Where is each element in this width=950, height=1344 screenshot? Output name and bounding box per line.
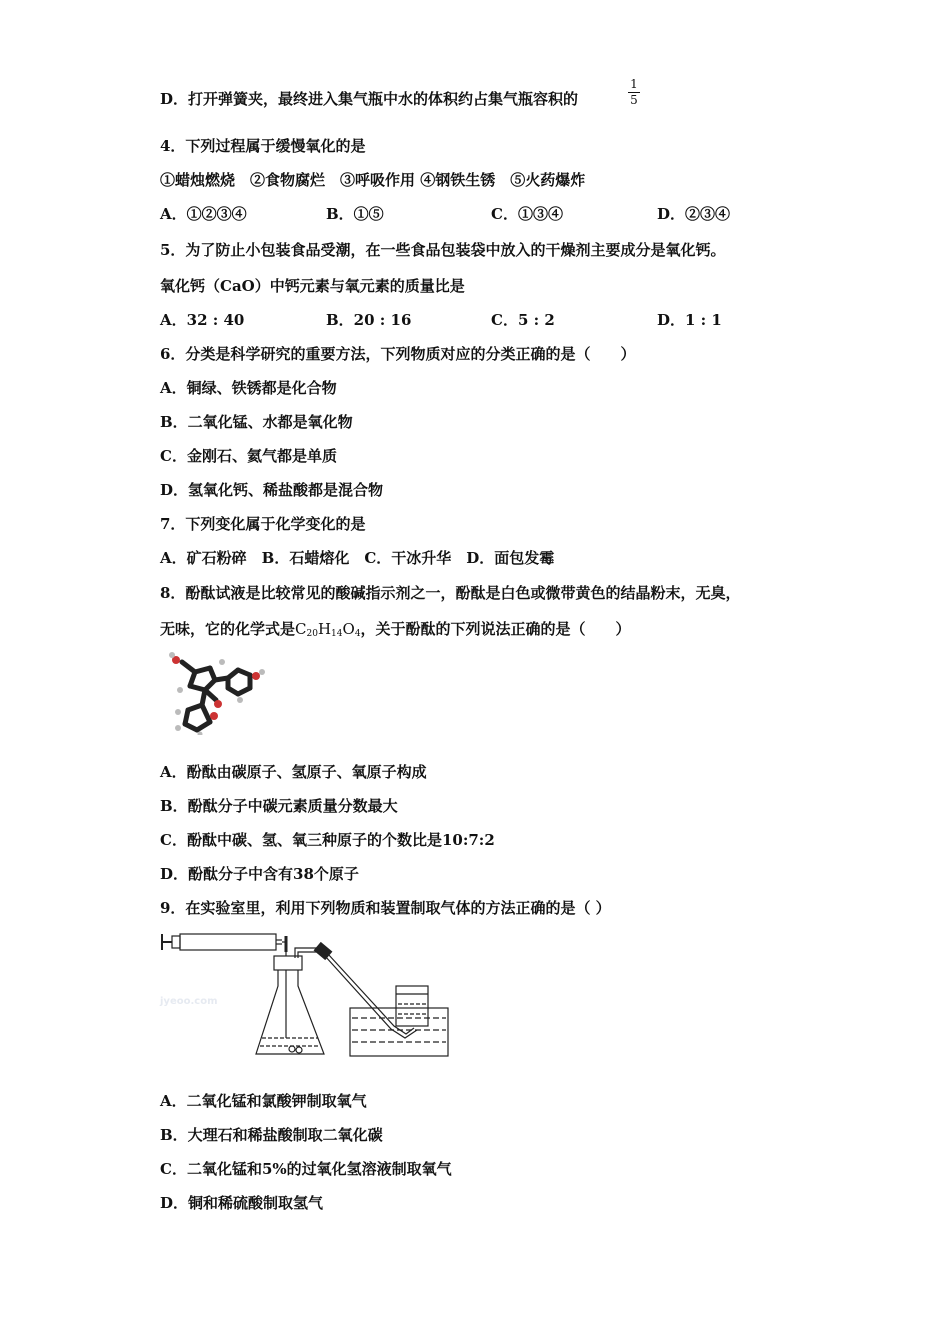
q9-option-c: C．二氧化锰和5%的过氧化氢溶液制取氧气 [160,1160,452,1178]
q8-option-b: B．酚酞分子中碳元素质量分数最大 [160,797,398,815]
q4-option-b: B．①⑤ [326,205,384,223]
q8-stem-2-post: ，关于酚酞的下列说法正确的是（ ） [360,620,631,638]
q9-stem: 9．在实验室里，利用下列物质和装置制取气体的方法正确的是（ ） [160,899,611,917]
q4-items: ①蜡烛燃烧 ②食物腐烂 ③呼吸作用 ④钢铁生锈 ⑤火药爆炸 [160,171,586,189]
q8-stem-2-pre: 无味，它的化学式是 [160,620,296,638]
q5-option-c: C．5 : 2 [491,311,555,329]
gas-preparation-apparatus-image [158,926,458,1066]
q7-stem: 7．下列变化属于化学变化的是 [160,515,366,533]
q5-option-d: D．1 : 1 [657,311,722,329]
q6-option-d: D．氢氧化钙、稀盐酸都是混合物 [160,481,384,499]
q8-option-a: A．酚酞由碳原子、氢原子、氧原子构成 [160,763,427,781]
fraction-denominator: 5 [630,93,638,107]
chemical-formula: $C_{20}H_{14}O_4$ [295,620,361,639]
q4-option-d: D．②③④ [657,205,731,223]
q9-option-b: B．大理石和稀盐酸制取二氧化碳 [160,1126,383,1144]
q8-option-d: D．酚酞分子中含有38个原子 [160,865,359,883]
q8-option-c: C．酚酞中碳、氢、氧三种原子的个数比是10:7:2 [160,831,495,849]
q9-option-d: D．铜和稀硫酸制取氢气 [160,1194,324,1212]
q5-option-b: B．20 : 16 [326,311,412,329]
q4-option-a: A．①②③④ [160,205,247,223]
q6-option-c: C．金刚石、氦气都是单质 [160,447,337,465]
q8-stem: 8．酚酞试液是比较常见的酸碱指示剂之一，酚酞是白色或微带黄色的结晶粉末，无臭， [160,584,741,602]
q9-option-a: A．二氧化锰和氯酸钾制取氧气 [160,1092,367,1110]
q5-option-a: A．32 : 40 [160,311,245,329]
q6-stem: 6．分类是科学研究的重要方法，下列物质对应的分类正确的是（ ） [160,345,636,363]
q4-stem: 4．下列过程属于缓慢氧化的是 [160,137,366,155]
q6-option-b: B．二氧化锰、水都是氧化物 [160,413,353,431]
q4-option-c: C．①③④ [491,205,563,223]
q5-stem-2: 氧化钙（CaO）中钙元素与氧元素的质量比是 [160,277,465,295]
fraction-one-fifth [628,78,640,107]
q6-option-a: A．铜绿、铁锈都是化合物 [160,379,337,397]
q3-option-d: D．打开弹簧夹，最终进入集气瓶中水的体积约占集气瓶容积的 [160,90,579,108]
watermark: jyeoo.com [160,996,218,1007]
q8-stem-2 [160,619,631,644]
q7-options: A．矿石粉碎 B．石蜡熔化 C．干冰升华 D．面包发霉 [160,549,555,567]
q5-stem: 5．为了防止小包装食品受潮，在一些食品包装袋中放入的干燥剂主要成分是氧化钙。 [160,241,726,259]
phenolphthalein-molecule-image [160,650,270,735]
fraction-numerator: 1 [630,77,638,91]
